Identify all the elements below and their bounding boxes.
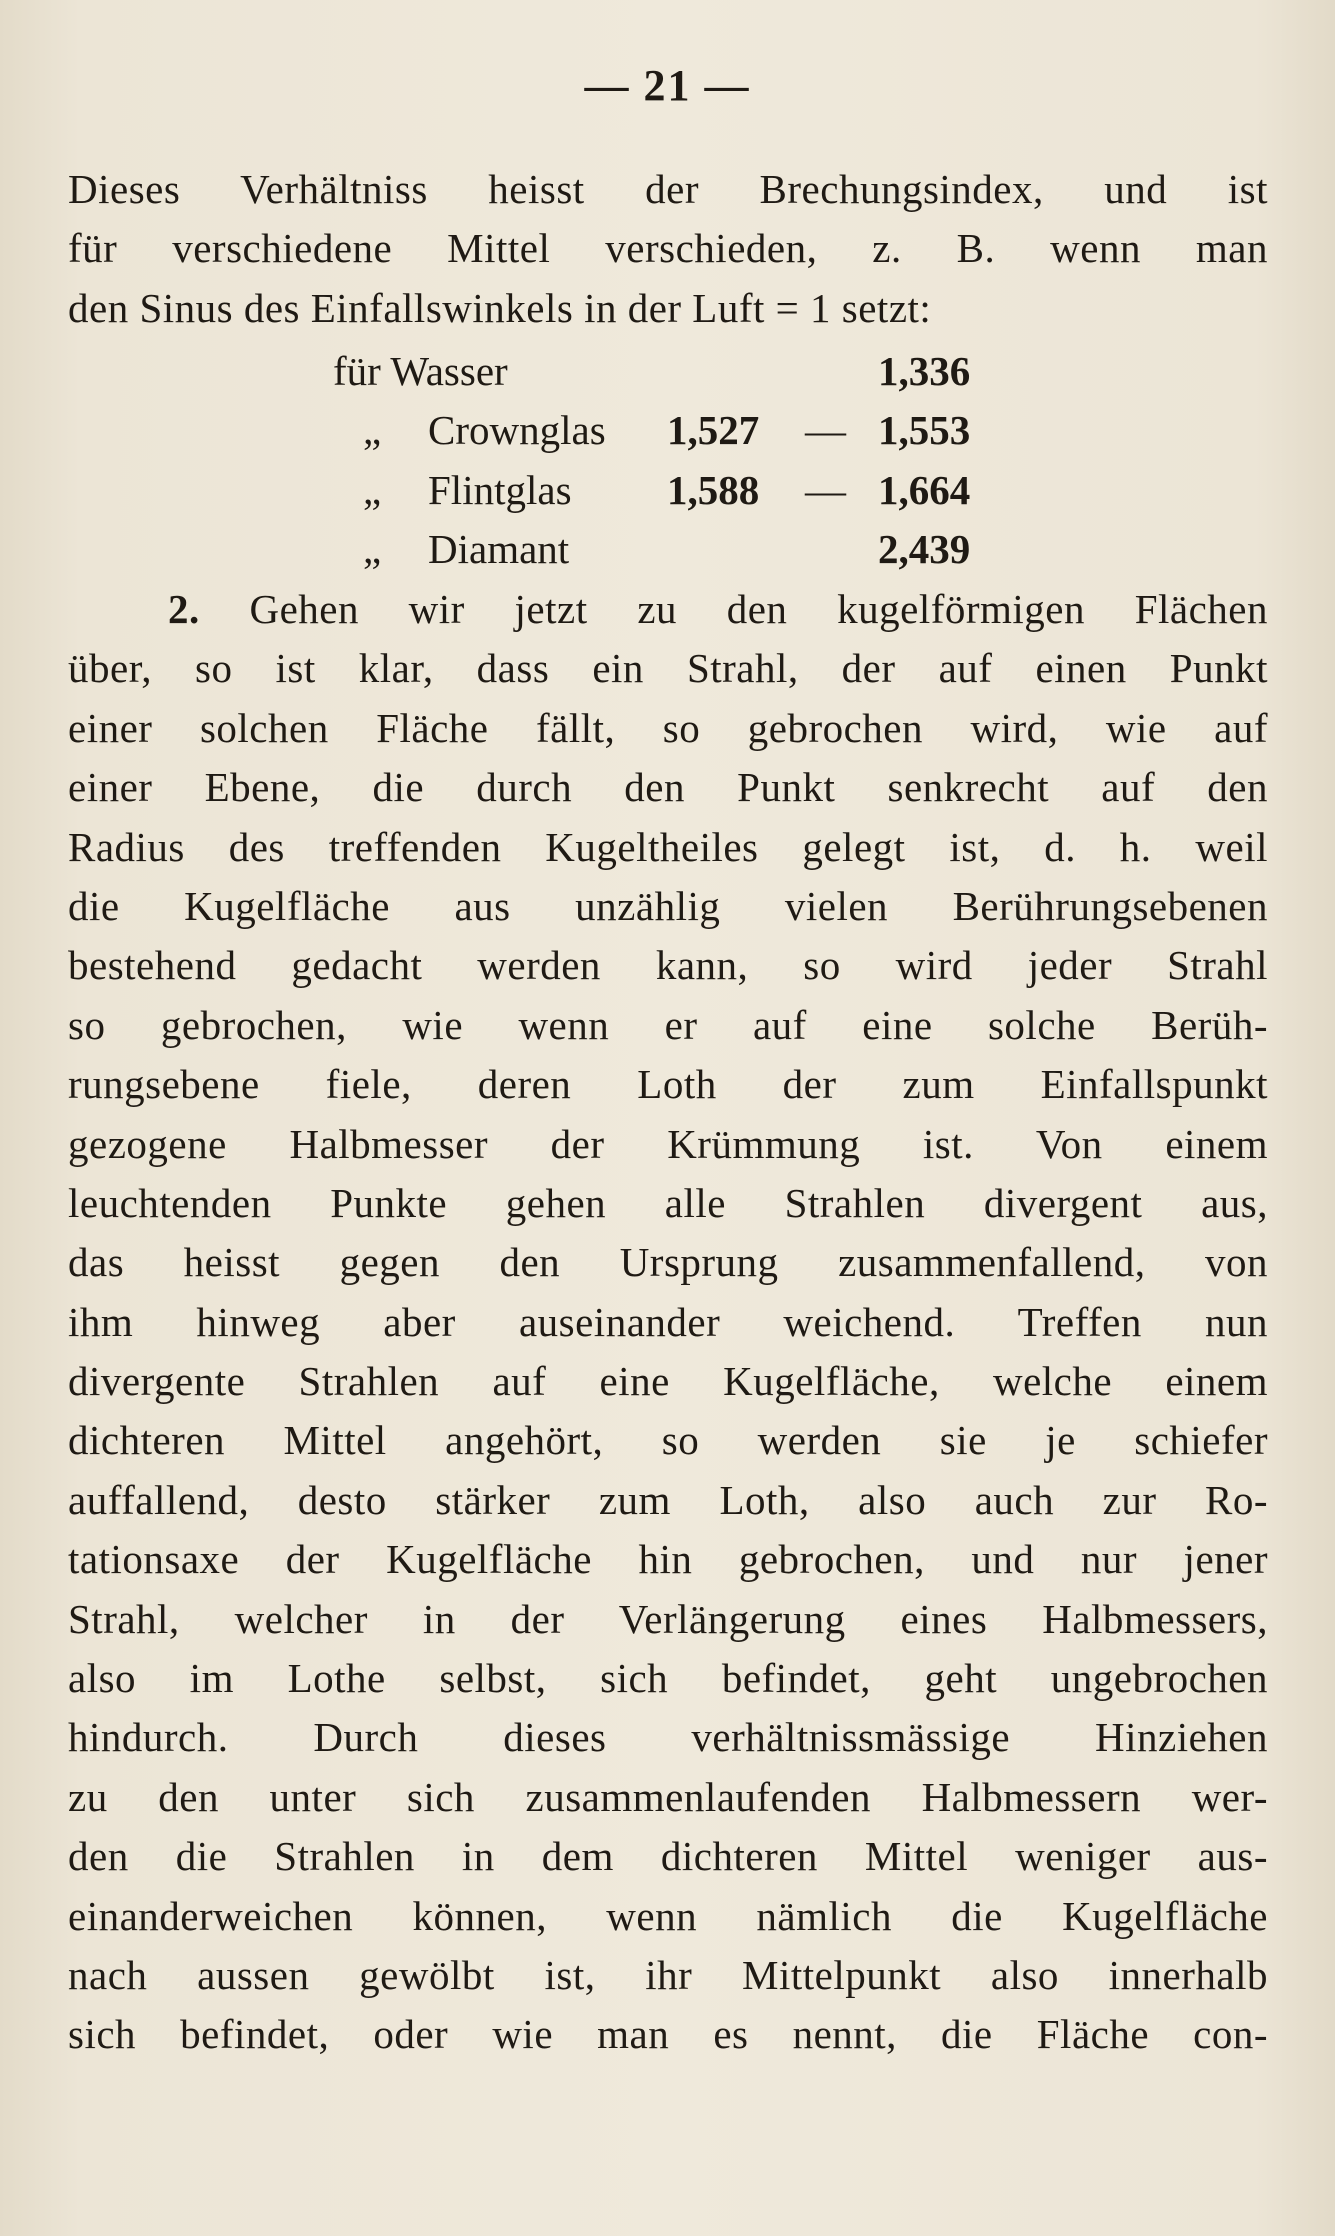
index-range-low: 1,588 xyxy=(667,466,760,513)
text-line: leuchtenden Punkte gehen alle Strahlen divergent aus, xyxy=(68,1179,1268,1226)
index-value: 1,553 xyxy=(878,407,971,454)
medium-label: für Wasser xyxy=(333,348,508,394)
text-line: so gebrochen, wie wenn er auf eine solche Berüh- xyxy=(68,1001,1268,1048)
text-line: ihm hinweg aber auseinander weichend. Treffen nun xyxy=(68,1298,1268,1345)
index-value: 1,336 xyxy=(878,348,971,394)
range-dash: — xyxy=(805,466,846,513)
text-line: einanderweichen können, wenn nämlich die Kugelfläche xyxy=(68,1892,1268,1939)
text-line: über, so ist klar, dass ein Strahl, der auf einen Punkt xyxy=(68,645,1268,692)
text-line: bestehend gedacht werden kann, so wird jeder Strahl xyxy=(68,942,1268,989)
page-number: — 21 — xyxy=(584,61,751,110)
medium-label: Crownglas xyxy=(428,407,606,454)
text-line xyxy=(68,580,1268,639)
refraction-index-table xyxy=(0,342,1335,580)
medium-label: Flintglas xyxy=(428,466,572,513)
text-line: den Sinus des Einfallswinkels in der Luft = 1 setzt: xyxy=(68,284,932,331)
text-line: Radius des treffenden Kugeltheiles gelegt ist, d. h. weil xyxy=(68,823,1268,870)
index-range-low: 1,527 xyxy=(667,407,760,454)
text-line: den die Strahlen in dem dichteren Mittel weniger aus- xyxy=(68,1833,1268,1880)
ditto-mark: „ xyxy=(363,466,382,513)
text-line: divergente Strahlen auf eine Kugelfläche, welche einem xyxy=(68,1358,1268,1405)
text-line: Dieses Verhältniss heisst der Brechungsindex, und ist xyxy=(68,166,1268,212)
table-row xyxy=(0,342,1335,401)
text-line: zu den unter sich zusammenlaufenden Halbmessern wer- xyxy=(68,1773,1268,1820)
text-line: auffallend, desto stärker zum Loth, also auch zur Ro- xyxy=(68,1476,1268,1523)
text-line: einer solchen Fläche fällt, so gebrochen wird, wie auf xyxy=(68,704,1268,751)
text-line: hindurch. Durch dieses verhältnissmässige Hinziehen xyxy=(68,1714,1268,1761)
table-row xyxy=(0,520,1335,579)
text-line: tationsaxe der Kugelfläche hin gebrochen, und nur jener xyxy=(68,1536,1268,1583)
index-value: 1,664 xyxy=(878,466,971,513)
text-line: Strahl, welcher in der Verlängerung eines Halbmessers, xyxy=(68,1595,1268,1642)
section-2-paragraph xyxy=(68,580,1268,2065)
table-row xyxy=(0,461,1335,520)
text-line-content: Gehen wir jetzt zu den kugelförmigen Flächen xyxy=(249,586,1268,632)
index-value: 2,439 xyxy=(878,526,971,573)
ditto-mark: „ xyxy=(363,407,382,454)
text-line: einer Ebene, die durch den Punkt senkrecht auf den xyxy=(68,764,1268,811)
text-line: nach aussen gewölbt ist, ihr Mittelpunkt also innerhalb xyxy=(68,1951,1268,1998)
section-number: 2. xyxy=(168,586,200,632)
text-line: gezogene Halbmesser der Krümmung ist. Von einem xyxy=(68,1120,1268,1167)
text-line: das heisst gegen den Ursprung zusammenfallend, von xyxy=(68,1239,1268,1286)
text-line: sich befindet, oder wie man es nennt, die Fläche con- xyxy=(68,2011,1268,2058)
text-line: rungsebene fiele, deren Loth der zum Einfallspunkt xyxy=(68,1061,1268,1108)
table-row xyxy=(0,401,1335,460)
text-line: dichteren Mittel angehört, so werden sie je schiefer xyxy=(68,1417,1268,1464)
medium-label: Diamant xyxy=(428,526,570,573)
intro-paragraph xyxy=(68,160,1268,338)
ditto-mark: „ xyxy=(363,526,382,573)
text-line: für verschiedene Mittel verschieden, z. B. wenn man xyxy=(68,225,1268,272)
text-line: die Kugelfläche aus unzählig vielen Berührungsebenen xyxy=(68,882,1268,929)
range-dash: — xyxy=(805,407,846,454)
text-line: also im Lothe selbst, sich befindet, geht ungebrochen xyxy=(68,1655,1268,1702)
